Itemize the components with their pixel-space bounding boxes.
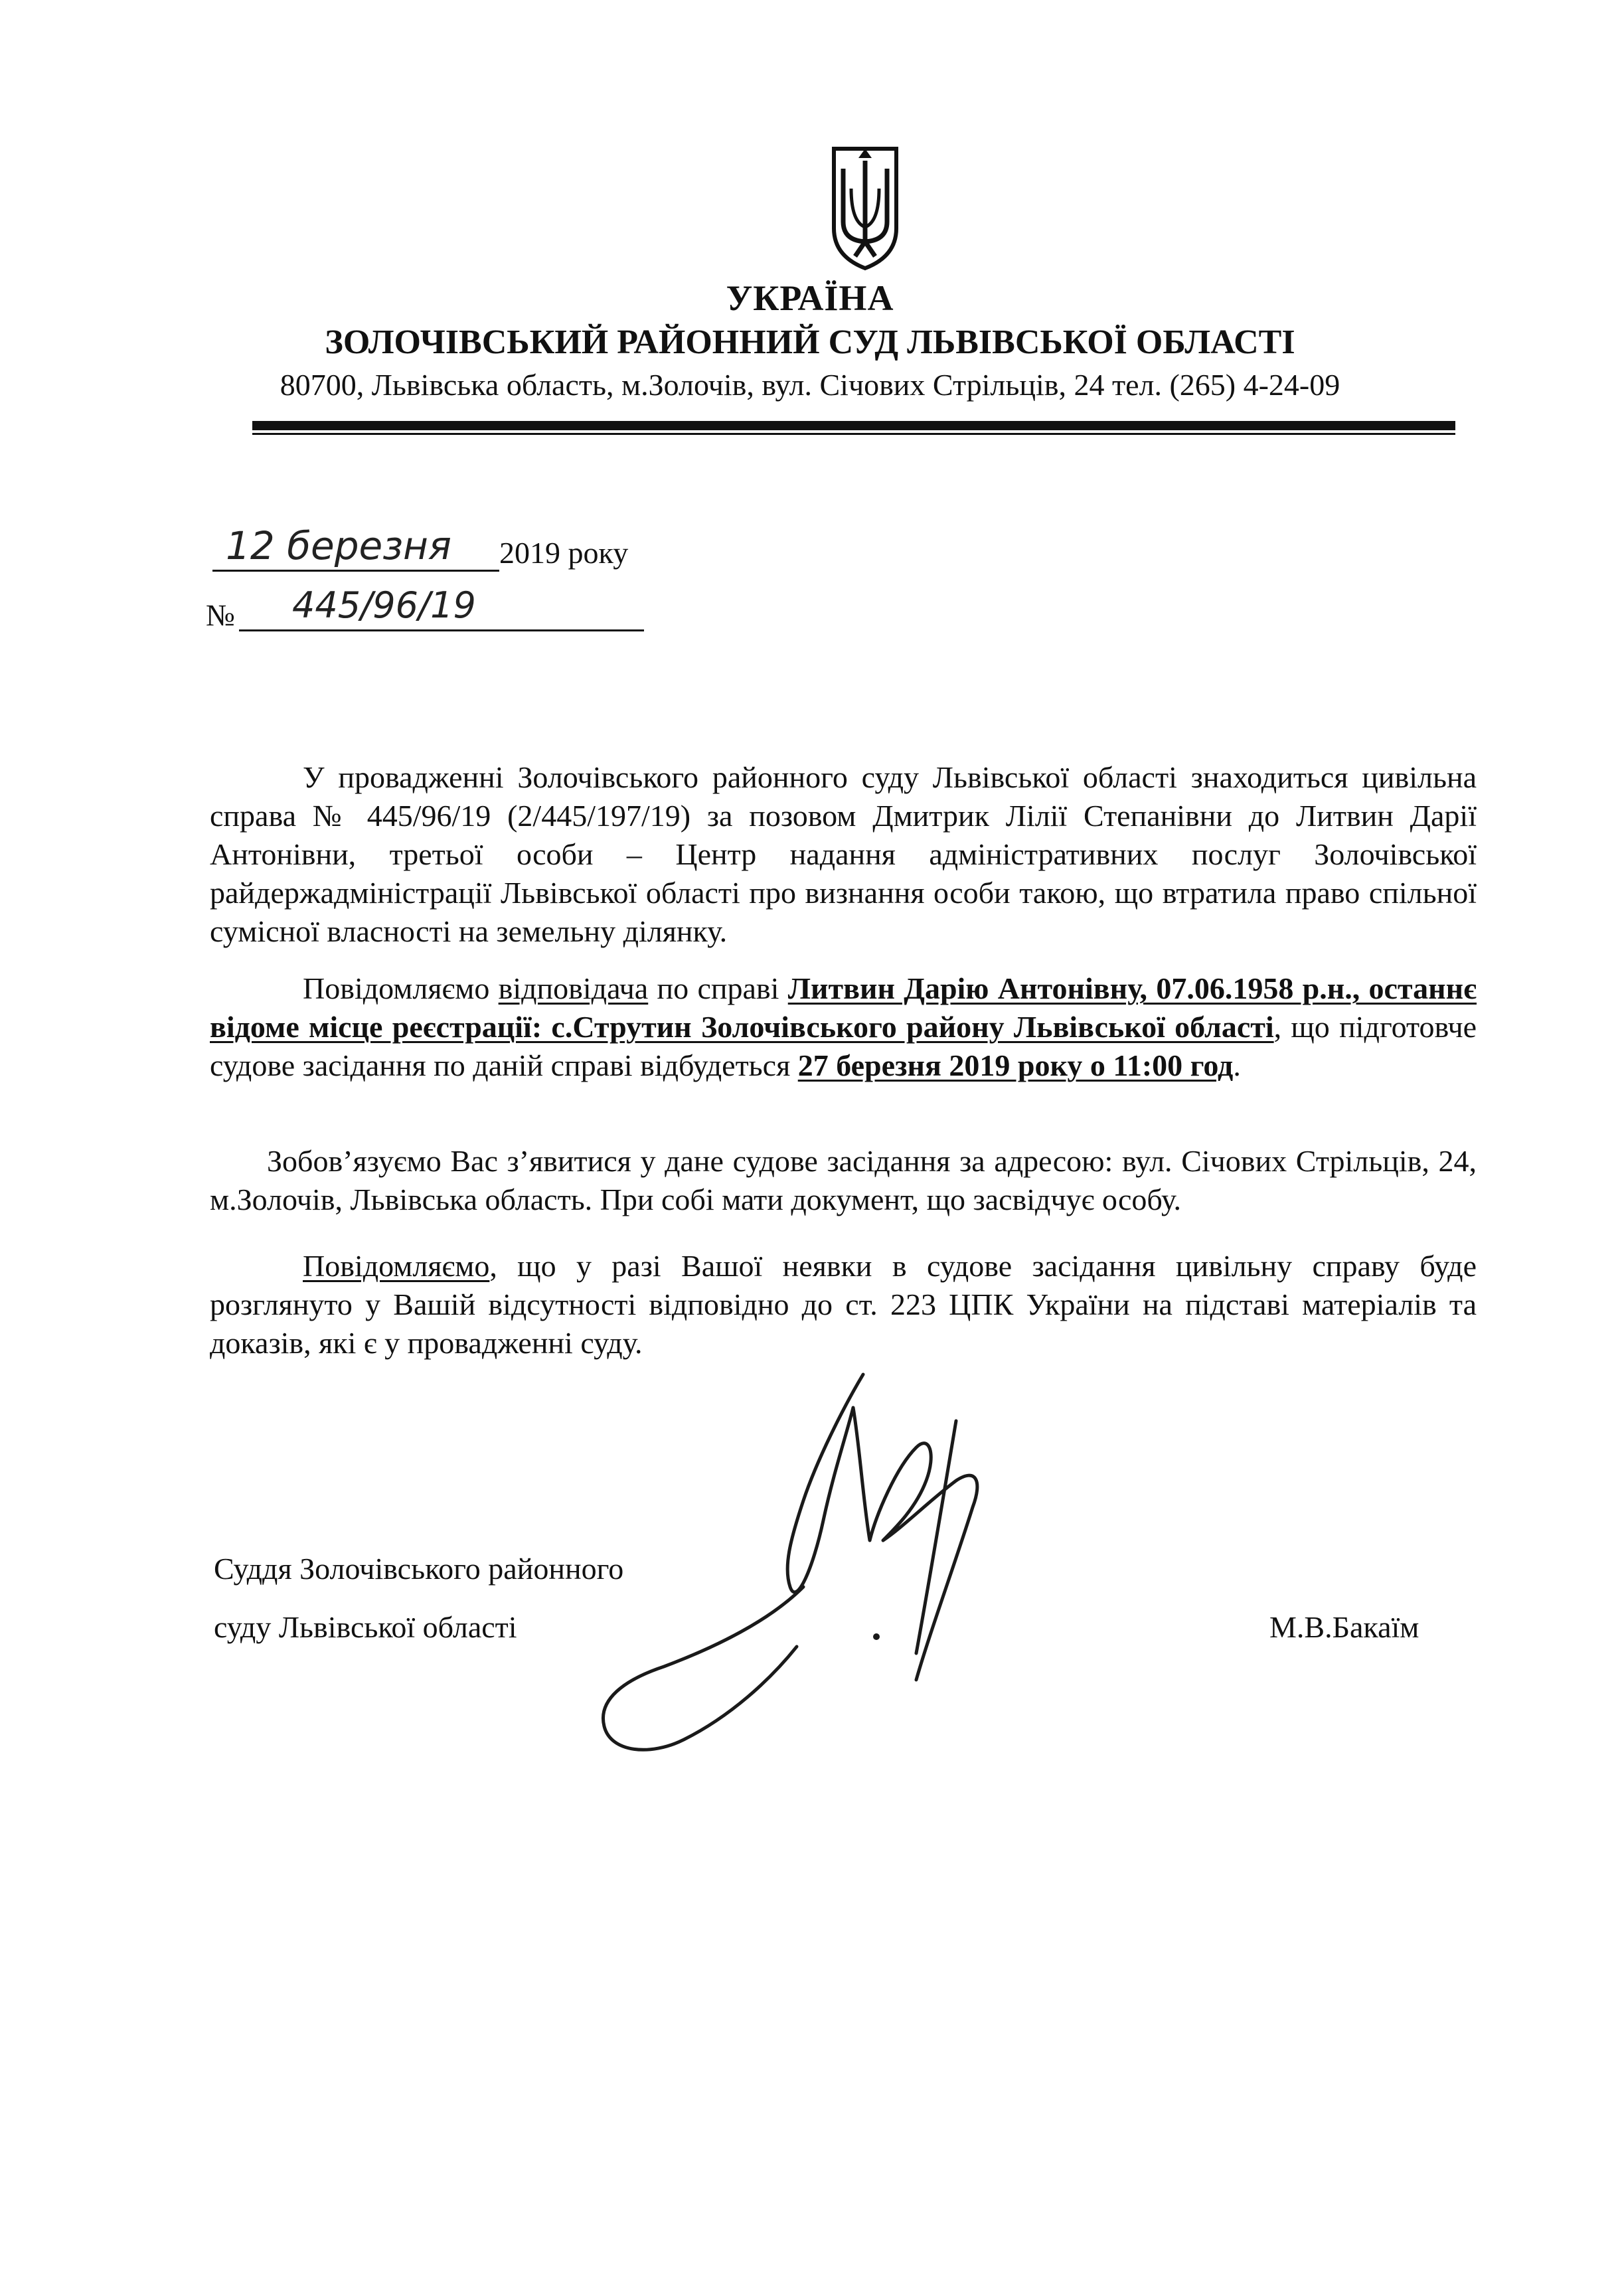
paragraph-summons bbox=[210, 1142, 1477, 1219]
handwritten-signature-icon bbox=[584, 1368, 1089, 1766]
paragraph-1-text: У провадженні Золочівського районного суду Львівської області знаходиться цивільна справа № 445/96/19 (2/445/197/19) за позовом Дмитрик Лілії Степанівни до Литвин Дарії Антонівни, третьої особи – Центр надання адміністративних послуг Золочівської райдержадміністрації Львівської області про визнання особи такою, що втратила право спільної сумісної власності на земельну ділянку. bbox=[210, 760, 1477, 948]
number-handwritten: 445/96/19 bbox=[292, 584, 476, 626]
p2-mid: по справі bbox=[648, 971, 788, 1005]
country-title: УКРАЇНА bbox=[726, 278, 894, 318]
judge-title-line1: Суддя Золочівського районного bbox=[214, 1552, 624, 1586]
header-rule bbox=[252, 421, 1455, 430]
p2-hearing-date: 27 березня 2019 року о 11:00 год bbox=[797, 1048, 1234, 1082]
date-underline bbox=[212, 570, 499, 572]
paragraph-case-info bbox=[210, 758, 1477, 951]
paragraph-absence-warning bbox=[210, 1247, 1477, 1362]
date-year: 2019 року bbox=[499, 536, 629, 570]
p2-hearing-lead: , що підготовче судове засідання по даній справі відбудеться bbox=[210, 1010, 1477, 1082]
number-sign: № bbox=[206, 598, 235, 632]
judge-title-line2: суду Львівської області bbox=[214, 1610, 517, 1644]
p4-rest: , що у разі Вашої неявки в судове засідання цивільну справу буде розглянуто у Вашій відсутності відповідно до ст. 223 ЦПК України на підставі матеріалів та доказів, які є у провадженні суду. bbox=[210, 1249, 1477, 1360]
trident-emblem-icon bbox=[829, 142, 902, 272]
p2-defendant-word: відповідача bbox=[498, 971, 649, 1005]
date-handwritten: 12 березня bbox=[226, 523, 451, 568]
judge-name: М.В.Бакаїм bbox=[1269, 1610, 1419, 1644]
number-underline bbox=[239, 629, 644, 631]
paragraph-notice-defendant bbox=[210, 969, 1477, 1085]
p2-defendant-details: Литвин Дарію Антонівну, 07.06.1958 р.н., останнє відоме місце реєстрації: с.Струтин Золочівського району Львівської області bbox=[210, 971, 1477, 1044]
court-address: 80700, Львівська область, м.Золочів, вул. Січових Стрільців, 24 тел. (265) 4-24-09 bbox=[280, 368, 1340, 402]
header-rule-thin bbox=[252, 433, 1455, 435]
p2-end: . bbox=[1233, 1048, 1241, 1082]
p2-lead: Повідомляємо bbox=[303, 971, 499, 1005]
paragraph-3-text: Зобов’язуємо Вас з’явитися у дане судове засідання за адресою: вул. Січових Стрільців, 24, м.Золочів, Львівська область. При собі мати документ, що засвідчує особу. bbox=[210, 1144, 1477, 1216]
p4-lead: Повідомляємо bbox=[303, 1249, 490, 1283]
court-name: ЗОЛОЧІВСЬКИЙ РАЙОННИЙ СУД ЛЬВІВСЬКОЇ ОБЛАСТІ bbox=[325, 323, 1295, 361]
